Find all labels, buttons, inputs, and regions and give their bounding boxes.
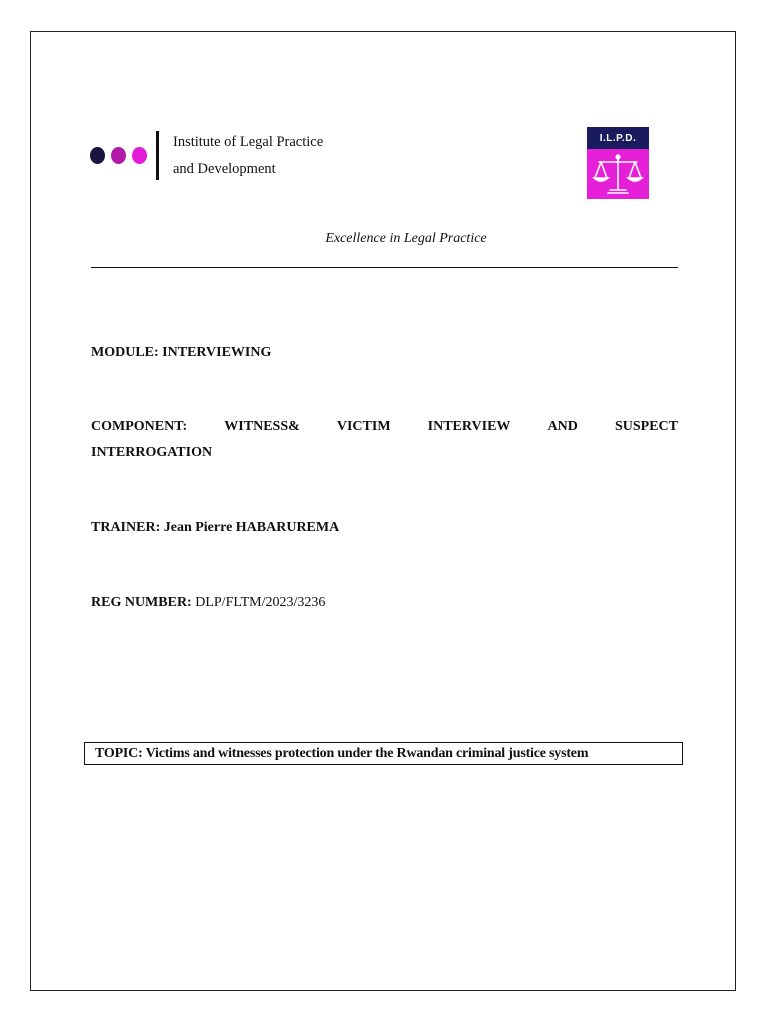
brand-dots <box>90 147 147 165</box>
component-block <box>91 418 678 461</box>
trainer-line <box>91 520 339 536</box>
reg-number-value: DLP/FLTM/2023/3236 <box>195 595 326 610</box>
component-word: INTERVIEW <box>427 419 511 434</box>
topic-value: Victims and witnesses protection under the Rwandan criminal justice system <box>145 746 589 761</box>
logo-text: I.L.P.D. <box>587 127 649 149</box>
reg-number-label: REG NUMBER: <box>91 595 192 610</box>
scales-of-justice-icon <box>591 151 645 197</box>
module-label: MODULE: <box>91 345 159 360</box>
component-word: WITNESS& <box>224 419 300 434</box>
component-word: SUSPECT <box>614 419 678 434</box>
tagline: Excellence in Legal Practice <box>325 231 487 246</box>
component-word: AND <box>547 419 578 434</box>
module-value: INTERVIEWING <box>162 345 272 360</box>
trainer-label: TRAINER: <box>91 520 161 535</box>
topic-box <box>84 742 683 765</box>
institute-name-line-2: and Development <box>173 161 276 177</box>
header-rule <box>91 267 678 268</box>
component-label: COMPONENT: <box>91 419 188 434</box>
component-line-2: INTERROGATION <box>91 445 213 460</box>
component-word: VICTIM <box>336 419 391 434</box>
institute-name-line-1: Institute of Legal Practice <box>173 134 324 150</box>
institute-name <box>173 129 323 183</box>
header-divider <box>156 131 159 180</box>
ilpd-logo <box>587 127 649 199</box>
navy-dot <box>90 147 105 164</box>
purple-dot <box>111 147 126 164</box>
component-line-1 <box>91 418 678 436</box>
topic-label: TOPIC: <box>95 746 143 761</box>
logo-emblem <box>587 149 649 199</box>
module-line <box>91 345 271 361</box>
reg-number-line <box>91 595 325 611</box>
trainer-name: Jean Pierre HABARUREMA <box>163 520 340 535</box>
magenta-dot <box>132 147 147 164</box>
